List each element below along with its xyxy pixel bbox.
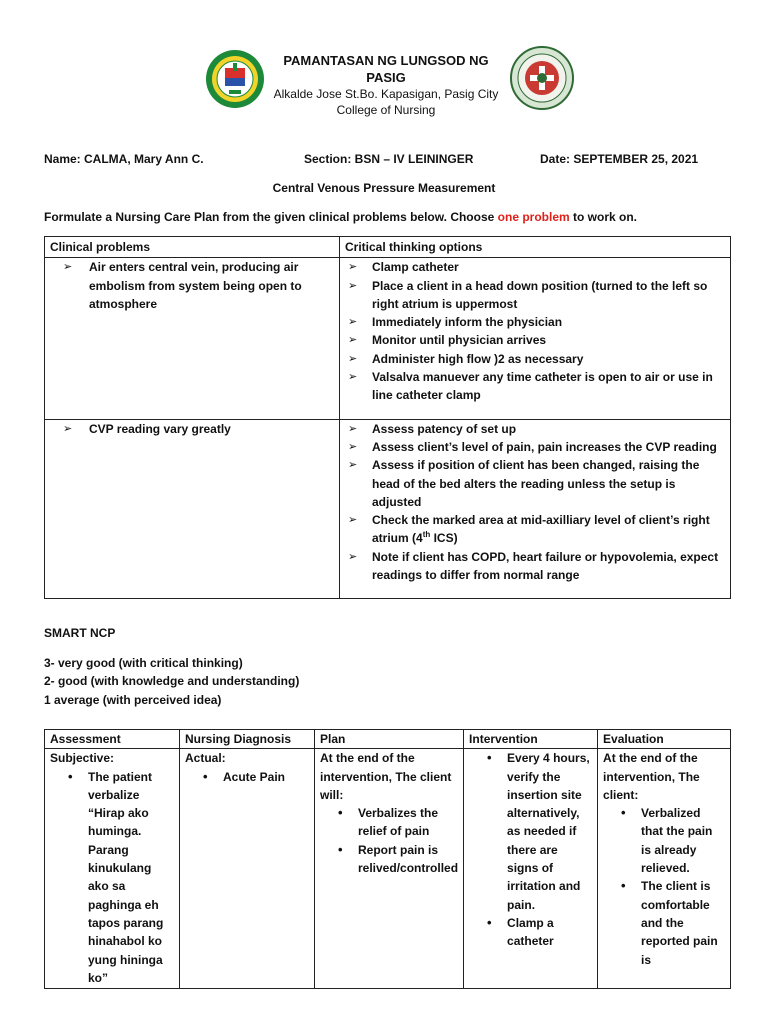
- option-item: ➢ Monitor until physician arrives: [346, 331, 724, 349]
- nursing-care-plan-table: [44, 729, 731, 989]
- scale-item: 1 average (with perceived idea): [44, 692, 222, 707]
- option-item: ➢ Immediately inform the physician: [346, 313, 724, 331]
- option-item: ➢ Administer high flow )2 as necessary: [346, 350, 724, 368]
- document-header: [0, 44, 768, 117]
- instruction-text: [44, 208, 734, 226]
- ordinal-suffix: th: [422, 530, 431, 540]
- problem-item: ➢ CVP reading vary greatly: [51, 420, 333, 438]
- problem-cell: [45, 258, 340, 419]
- student-name: Name: CALMA, Mary Ann C.: [44, 152, 204, 166]
- student-info-row: [44, 150, 734, 168]
- column-header: Clinical problems: [45, 237, 340, 258]
- option-item: ➢ Assess client’s level of pain, pain increases the CVP reading: [346, 438, 724, 456]
- diagnosis-cell: [180, 749, 315, 989]
- document-title: Central Venous Pressure Measurement: [272, 181, 496, 195]
- instruction-highlight: one problem: [497, 210, 570, 224]
- list-item: • Verbalized that the pain is already relieved.: [603, 804, 725, 877]
- cell-label: At the end of the intervention, The client:: [603, 751, 700, 802]
- column-header: Plan: [315, 730, 464, 749]
- cell-label: Actual:: [185, 751, 226, 766]
- option-item: ➢ Assess if position of client has been changed, raising the head of the bed alters the reading unless the setup is adjusted: [346, 456, 724, 511]
- option-text-tail: ICS): [430, 531, 458, 546]
- scale-item: 3- very good (with critical thinking): [44, 656, 243, 670]
- list-item: • Acute Pain: [185, 768, 309, 786]
- option-item: [346, 511, 724, 548]
- column-header: Critical thinking options: [340, 237, 731, 258]
- smart-ncp-label: SMART NCP: [44, 626, 116, 640]
- clinical-problems-table: [44, 236, 731, 599]
- university-address: Alkalde Jose St.Bo. Kapasigan, Pasig City: [273, 87, 499, 101]
- submission-date: Date: SEPTEMBER 25, 2021: [540, 152, 699, 166]
- student-section: Section: BSN – IV LEININGER: [304, 152, 474, 166]
- list-item: • The patient verbalize “Hirap ako huminga. Parang kinukulang ako sa paghinga eh tapos parang hinahabol ko yung hininga ko”: [50, 768, 174, 988]
- column-header: Evaluation: [598, 730, 731, 749]
- column-header: Assessment: [45, 730, 180, 749]
- instruction-before: Formulate a Nursing Care Plan from the given clinical problems below. Choose: [44, 210, 498, 224]
- problem-item: ➢ Air enters central vein, producing air embolism from system being open to atmosphere: [51, 258, 333, 313]
- plan-cell: [315, 749, 464, 989]
- assessment-cell: [45, 749, 180, 989]
- options-cell: [340, 258, 731, 419]
- options-cell: [340, 419, 731, 599]
- table-row: [45, 749, 731, 989]
- column-header: Nursing Diagnosis: [180, 730, 315, 749]
- list-item: • Report pain is relived/controlled: [320, 841, 458, 878]
- instruction-after: to work on.: [569, 210, 638, 224]
- institution-block: [270, 52, 502, 118]
- list-item: • The client is comfortable and the reported pain is: [603, 877, 725, 968]
- college-of-nursing-seal-icon: [510, 46, 574, 110]
- option-item: ➢ Note if client has COPD, heart failure or hypovolemia, expect readings to differ from normal range: [346, 548, 724, 585]
- option-text: Check the marked area at mid-axilliary level of client’s right atrium (4: [372, 513, 710, 546]
- list-item: • Verbalizes the relief of pain: [320, 804, 458, 841]
- option-item: ➢ Place a client in a head down position (turned to the left so right atrium is uppermost: [346, 277, 724, 314]
- evaluation-cell: [598, 749, 731, 989]
- problem-cell: [45, 419, 340, 599]
- cell-label: Subjective:: [50, 751, 115, 766]
- university-seal-icon: [205, 48, 265, 110]
- table-row: [45, 258, 731, 419]
- rating-scale: [44, 654, 299, 709]
- table-row: [45, 419, 731, 599]
- table-header-row: [45, 730, 731, 749]
- college-name: College of Nursing: [336, 103, 436, 117]
- option-item: ➢ Assess patency of set up: [346, 420, 724, 438]
- list-item: • Every 4 hours, verify the insertion site alternatively, as needed if there are signs of irritation and pain.: [469, 749, 592, 914]
- intervention-cell: [464, 749, 598, 989]
- table-header-row: [45, 237, 731, 258]
- scale-item: 2- good (with knowledge and understanding): [44, 674, 300, 689]
- column-header: Intervention: [464, 730, 598, 749]
- cell-label: At the end of the intervention, The client will:: [320, 751, 452, 802]
- option-item: ➢ Clamp catheter: [346, 258, 724, 276]
- university-name: PAMANTASAN NG LUNGSOD NG PASIG: [283, 53, 489, 85]
- list-item: • Clamp a catheter: [469, 914, 592, 951]
- option-item: ➢ Valsalva manuever any time catheter is open to air or use in line catheter clamp: [346, 368, 724, 405]
